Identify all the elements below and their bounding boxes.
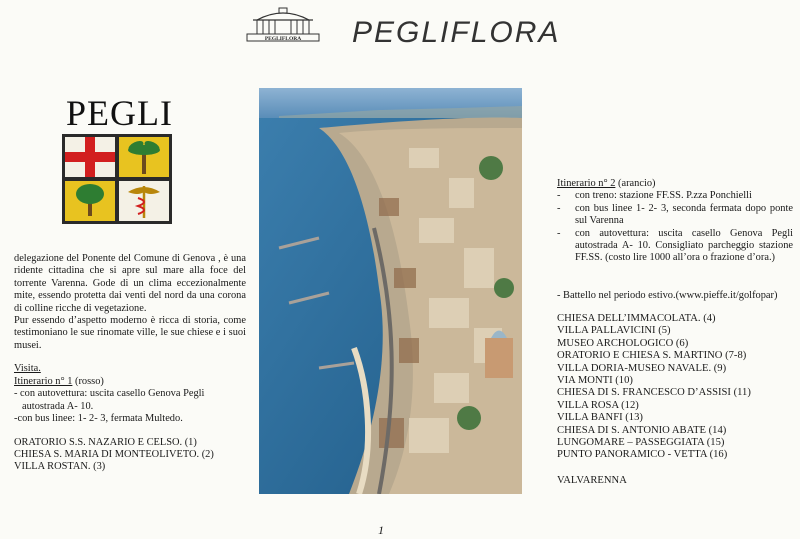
itinerary-2-title	[557, 178, 793, 190]
coat-of-arms-image	[62, 134, 172, 224]
bullet-dash: -	[557, 227, 561, 239]
itinerary-1-car: - con autovettura: uscita casello Genova Pegli	[14, 388, 205, 400]
list-item: PUNTO PANORAMICO - VETTA (16)	[557, 449, 728, 461]
list-item: VILLA ROSTAN. (3)	[14, 461, 106, 473]
itinerary-2-section	[557, 178, 793, 265]
list-item: CHIESA S. MARIA DI MONTEOLIVETO. (2)	[14, 449, 214, 461]
boat-info: - Battello nel periodo estivo.(www.pieffe.it/golfopar)	[557, 290, 778, 301]
list-item: LUNGOMARE – PASSEGGIATA (15)	[557, 437, 725, 449]
page-number: 1	[378, 523, 384, 537]
town-name: PEGLI	[66, 93, 173, 133]
list-item: MUSEO ARCHOLOGICO (6)	[557, 337, 689, 349]
list-item: CHIESA DI S. ANTONIO ABATE (14)	[557, 424, 727, 436]
list-item: CHIESA DI S. FRANCESCO D’ASSISI (11)	[557, 387, 751, 399]
bullet-dash: -	[557, 190, 561, 202]
bullet-dash: -	[557, 202, 561, 214]
itinerary-2-bus: con bus linee 1- 2- 3, seconda fermata dopo ponte sul Varenna	[575, 202, 793, 227]
list-item: CHIESA DELL’IMMACOLATA. (4)	[557, 313, 716, 324]
itinerary-1-bus: -con bus linee: 1- 2- 3, fermata Multedo.	[14, 413, 183, 425]
description-paragraph: Pur essendo d’aspetto moderno è ricca di storia, come testimoniano le sue rinomate ville, le sue chiese e i suoi musei.	[14, 315, 246, 351]
itinerary-2-train: con treno: stazione FF.SS. P.zza Ponchielli	[575, 190, 752, 202]
itinerary-2-car: con autovettura: uscita casello Genova Pegli autostrada A- 10. Consigliato parcheggio stazione FF.SS. (costo lire 1000 all’ora o frazione d’ora.)	[575, 227, 793, 264]
list-item: VILLA ROSA (12)	[557, 399, 639, 411]
logo-text: PEGLIFLORA	[264, 36, 302, 42]
list-item: VIA MONTI (10)	[557, 375, 633, 387]
list-item	[557, 190, 793, 202]
itinerary-1-title	[14, 376, 254, 389]
list-item: VILLA PALLAVICINI (5)	[557, 325, 671, 337]
list-item: VILLA BANFI (13)	[557, 412, 643, 424]
itinerary-1-stops	[14, 437, 254, 474]
itinerary-2-stops	[557, 313, 797, 462]
list-item: ORATORIO S.S. NAZARIO E CELSO. (1)	[14, 437, 197, 448]
itinerary-2-color: (arancio)	[615, 178, 656, 189]
brand-title: PEGLIFLORA	[352, 16, 561, 49]
list-item	[557, 203, 793, 228]
itinerary-1-label: Itinerario n° 1	[14, 375, 73, 387]
list-item: ORATORIO E CHIESA S. MARTINO (7-8)	[557, 350, 747, 362]
visit-section	[14, 363, 254, 426]
itinerary-1-color: (rosso)	[72, 375, 104, 387]
visit-heading: Visita.	[14, 363, 41, 374]
aerial-photo-pegli	[259, 88, 522, 494]
description-paragraph: delegazione del Ponente del Comune di Genova , è una ridente cittadina che si apre sul mare alla foce del torrente Varenna. Gode di un clima eccezionalmente mite, essendo protetta dai venti del nord da una corona di colline ricche di vegetazione.	[14, 253, 246, 314]
itinerary-2-label: Itinerario n° 2	[557, 178, 616, 189]
list-item	[557, 228, 793, 265]
itinerary-1-car-cont: autostrada A- 10.	[22, 400, 94, 412]
list-item: VILLA DORIA-MUSEO NAVALE. (9)	[557, 362, 727, 374]
valvarenna-label: VALVARENNA	[557, 475, 627, 486]
town-description	[14, 253, 246, 352]
pegliflora-logo	[243, 6, 323, 42]
